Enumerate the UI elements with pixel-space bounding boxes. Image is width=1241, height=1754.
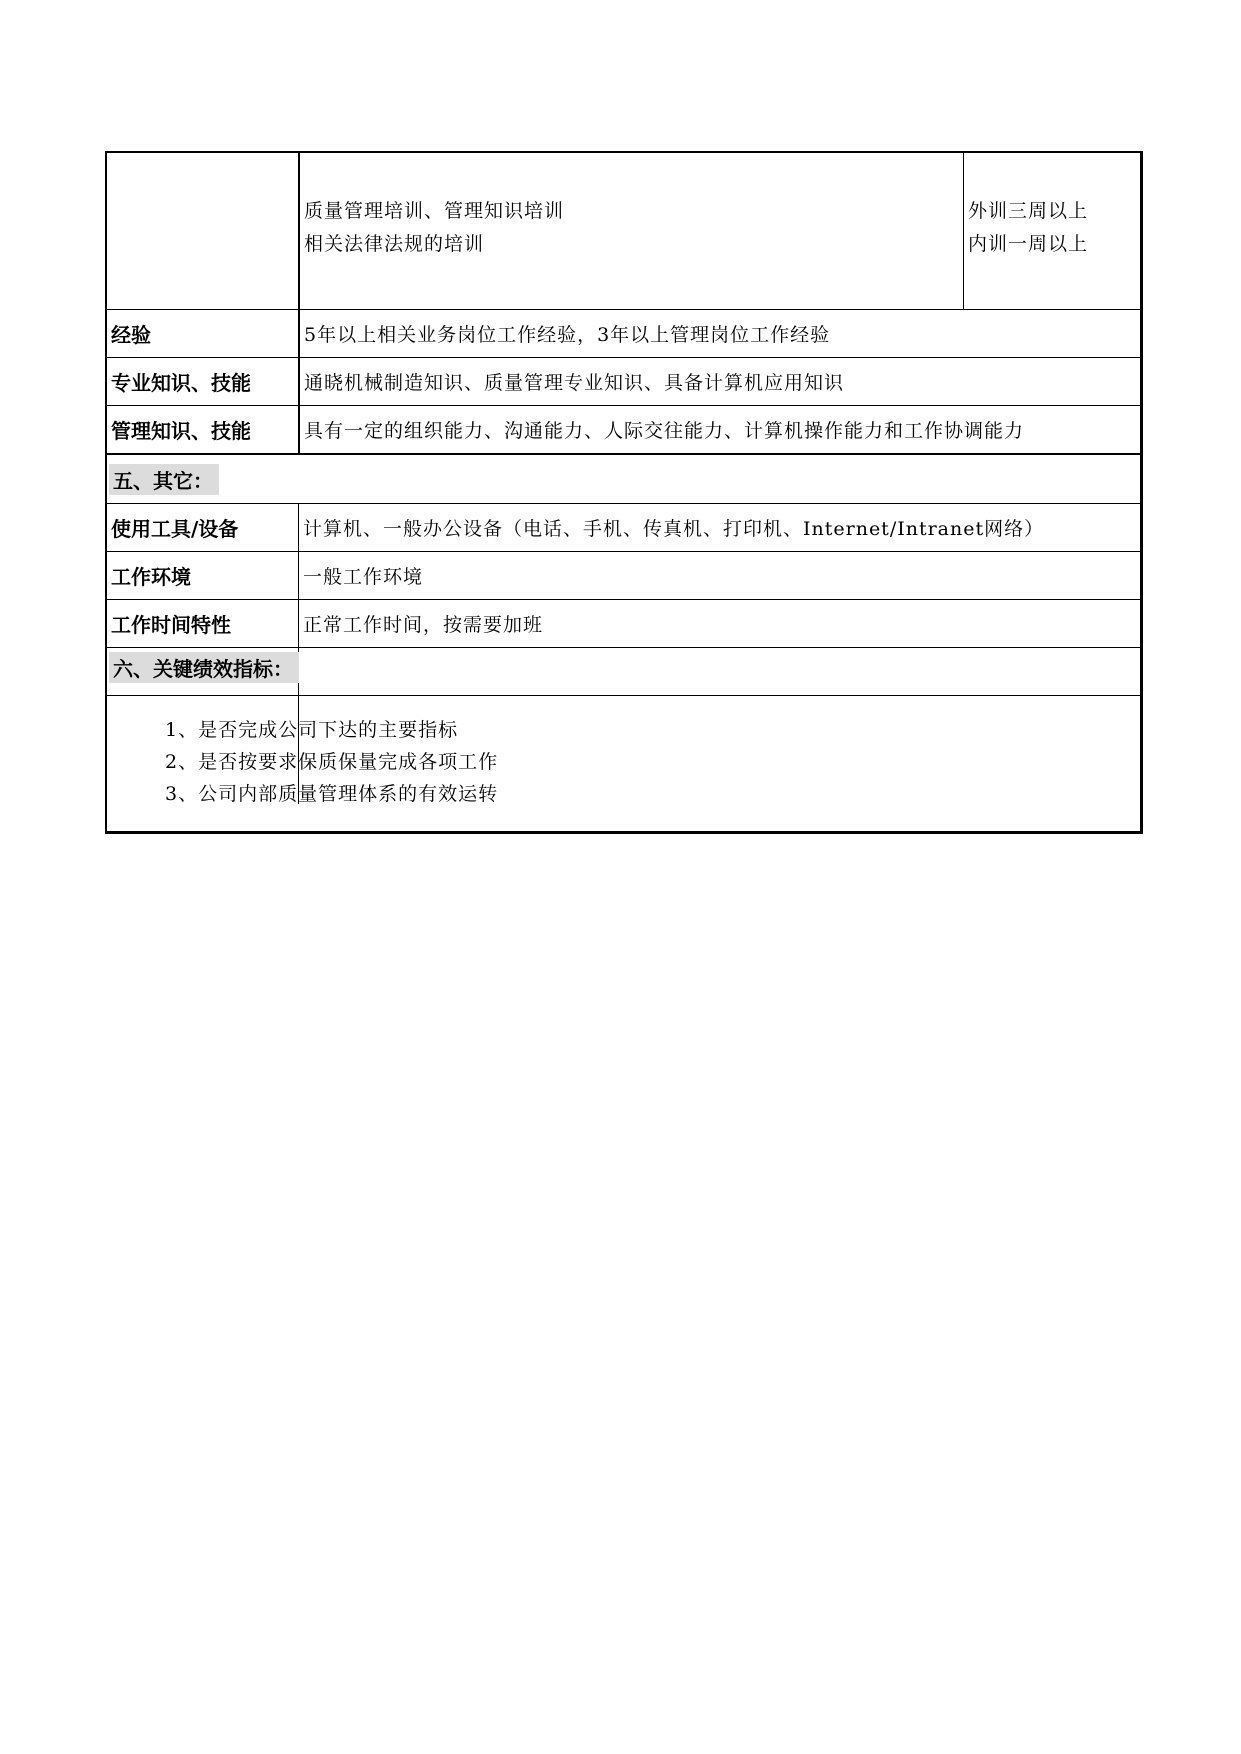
kpi-item: 2、是否按要求保质保量完成各项工作 xyxy=(165,751,499,773)
work-time-value: 正常工作时间，按需要加班 xyxy=(303,614,544,636)
training-duration xyxy=(964,193,1134,263)
management-skills-label: 管理知识、技能 xyxy=(111,419,251,443)
section5-header xyxy=(107,455,1137,503)
professional-skills-label: 专业知识、技能 xyxy=(111,371,251,395)
section6-title: 六、关键绩效指标： xyxy=(109,652,299,683)
management-skills-value: 具有一定的组织能力、沟通能力、人际交往能力、计算机操作能力和工作协调能力 xyxy=(304,420,1025,442)
kpi-item: 1、是否完成公司下达的主要指标 xyxy=(165,719,459,741)
training-duration-line: 内训一周以上 xyxy=(968,233,1089,255)
section5-title: 五、其它： xyxy=(109,464,219,495)
experience-label: 经验 xyxy=(111,323,151,347)
kpi-list xyxy=(165,714,498,810)
training-content-line: 相关法律法规的培训 xyxy=(304,233,485,255)
professional-skills-value: 通晓机械制造知识、质量管理专业知识、具备计算机应用知识 xyxy=(304,372,845,394)
environment-value: 一般工作环境 xyxy=(303,566,424,588)
work-time-label: 工作时间特性 xyxy=(111,613,231,637)
tools-value: 计算机、一般办公设备（电话、手机、传真机、打印机、Internet/Intranet网络） xyxy=(303,518,1045,540)
tools-label: 使用工具/设备 xyxy=(111,517,239,541)
training-duration-line: 外训三周以上 xyxy=(968,200,1089,222)
experience-value: 5年以上相关业务岗位工作经验，3年以上管理岗位工作经验 xyxy=(304,324,831,346)
training-content xyxy=(300,193,960,263)
job-description-table xyxy=(105,151,1143,834)
training-content-line: 质量管理培训、管理知识培训 xyxy=(304,200,565,222)
environment-label: 工作环境 xyxy=(111,565,191,589)
kpi-item: 3、公司内部质量管理体系的有效运转 xyxy=(165,783,499,805)
section6-block xyxy=(107,648,1137,830)
